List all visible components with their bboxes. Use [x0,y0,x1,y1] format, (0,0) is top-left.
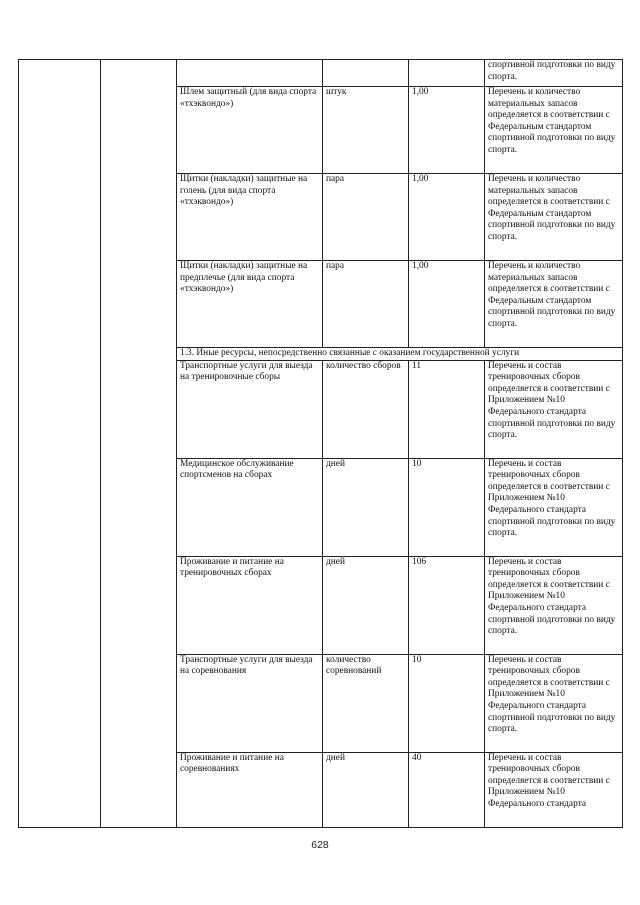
section-header: 1.3. Иные ресурсы, непосредственно связанные с оказанием государственной услуги [177,348,623,361]
note-cell: Перечень и состав тренировочных сборов определяется в соответствии с Приложением №10 Федерального стандарта [485,752,623,827]
note-cell: Перечень и количество материальных запасов определяется в соответствии с Федеральным стандартом спортивной подготовки по виду спорта. [485,87,623,174]
quantity-cell: 10 [409,458,485,556]
unit-cell [323,60,409,87]
note-cell: Перечень и количество материальных запасов определяется в соответствии с Федеральным стандартом спортивной подготовки по виду спорта. [485,174,623,261]
resource-name-cell: Проживание и питание на тренировочных сборах [177,556,323,654]
note-cell: Перечень и состав тренировочных сборов определяется в соответствии с Приложением №10 Федерального стандарта спортивной подготовки по виду спорта. [485,654,623,752]
quantity-cell: 1,00 [409,261,485,348]
unit-cell: количество соревнований [323,654,409,752]
resource-name-cell: Транспортные услуги для выезда на тренировочные сборы [177,360,323,458]
resource-name-cell: Медицинское обслуживание спортсменов на сборах [177,458,323,556]
quantity-cell: 1,00 [409,87,485,174]
table-row [19,60,623,87]
resource-name-cell: Щитки (накладки) защитные на голень (для вида спорта «тхэквондо») [177,174,323,261]
unit-cell: дней [323,752,409,827]
resource-name-cell: Шлем защитный (для вида спорта «тхэквондо») [177,87,323,174]
resource-name-cell: Проживание и питание на соревнованиях [177,752,323,827]
resources-table [18,59,623,828]
quantity-cell: 40 [409,752,485,827]
outer-column-1-cell [19,60,101,828]
quantity-cell: 106 [409,556,485,654]
note-cell: Перечень и состав тренировочных сборов определяется в соответствии с Приложением №10 Федерального стандарта спортивной подготовки по виду спорта. [485,556,623,654]
unit-cell: пара [323,174,409,261]
quantity-cell: 10 [409,654,485,752]
outer-column-2-cell [101,60,177,828]
unit-cell: штук [323,87,409,174]
note-cell: Перечень и состав тренировочных сборов определяется в соответствии с Приложением №10 Федерального стандарта спортивной подготовки по виду спорта. [485,360,623,458]
note-cell: спортивной подготовки по виду спорта. [485,60,623,87]
quantity-cell: 11 [409,360,485,458]
unit-cell: количество сборов [323,360,409,458]
resource-name-cell: Транспортные услуги для выезда на соревнования [177,654,323,752]
resource-name-cell: Щитки (накладки) защитные на предплечье (для вида спорта «тхэквондо») [177,261,323,348]
unit-cell: дней [323,458,409,556]
resource-name-cell [177,60,323,87]
page-number: 628 [311,839,329,851]
note-cell: Перечень и состав тренировочных сборов определяется в соответствии с Приложением №10 Федерального стандарта спортивной подготовки по виду спорта. [485,458,623,556]
note-cell: Перечень и количество материальных запасов определяется в соответствии с Федеральным стандартом спортивной подготовки по виду спорта. [485,261,623,348]
quantity-cell: 1,00 [409,174,485,261]
unit-cell: дней [323,556,409,654]
quantity-cell [409,60,485,87]
unit-cell: пара [323,261,409,348]
